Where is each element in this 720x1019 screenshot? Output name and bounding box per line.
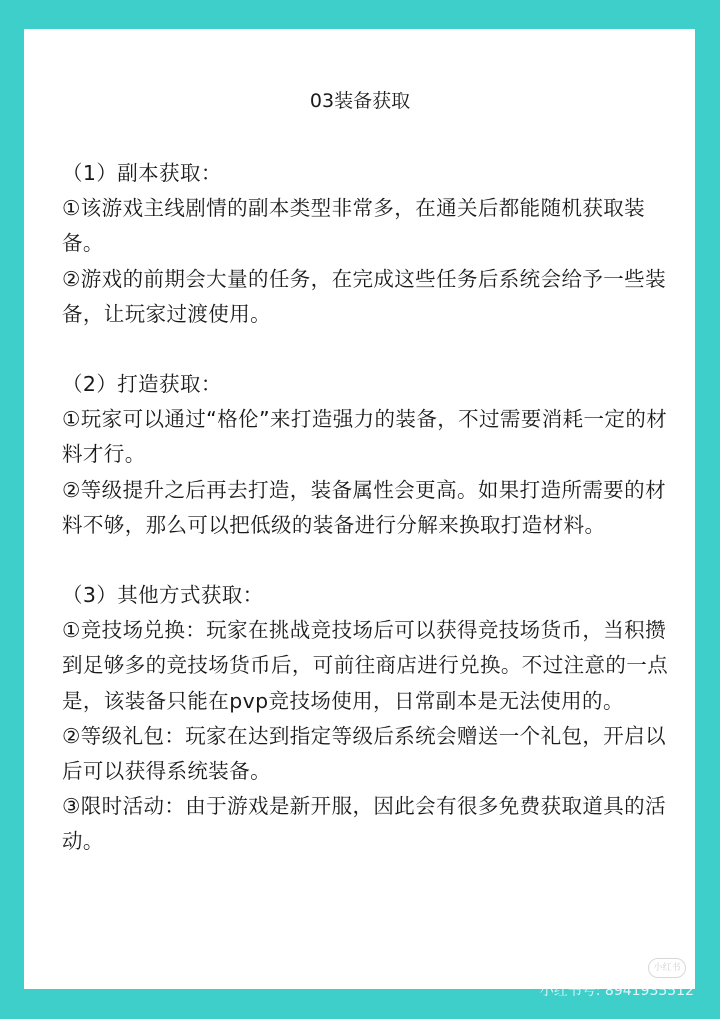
section-1 [62, 156, 672, 332]
paragraph: ①玩家可以通过“格伦”来打造强力的装备，不过需要消耗一定的材料才行。 [62, 407, 668, 467]
page-title: 03装备获取 [309, 90, 411, 112]
paragraph: ②等级礼包：玩家在达到指定等级后系统会赠送一个礼包，开启以后可以获得系统装备。 [62, 723, 666, 784]
section-heading: （2）打造获取： [62, 372, 222, 397]
section-heading: （1）副本获取： [62, 161, 222, 185]
paragraph: ③限时活动：由于游戏是新开服，因此会有很多免费获取道具的活动。 [62, 794, 666, 854]
watermark-logo: 小红书 [648, 958, 686, 978]
document-body [62, 156, 672, 895]
paragraph: ②游戏的前期会大量的任务，在完成这些任务后系统会给予一些装备，让玩家过渡使用。 [62, 266, 666, 326]
section-heading: （3）其他方式获取： [62, 583, 264, 608]
paragraph: ①竞技场兑换：玩家在挑战竞技场后可以获得竞技场货币，当积攒到足够多的竞技场货币后，可前往商店进行兑换。不过注意的一点是，该装备只能在pvp竞技场使用，日常副本是无法使用的。 [62, 618, 669, 713]
section-3 [62, 578, 672, 860]
paragraph: ①该游戏主线剧情的副本类型非常多，在通关后都能随机获取装备。 [62, 196, 646, 256]
watermark-id: 小红书号: 8941935512 [539, 983, 694, 999]
section-2 [62, 367, 672, 543]
paragraph: ②等级提升之后再去打造，装备属性会更高。如果打造所需要的材料不够，那么可以把低级的装备进行分解来换取打造材料。 [62, 477, 666, 537]
